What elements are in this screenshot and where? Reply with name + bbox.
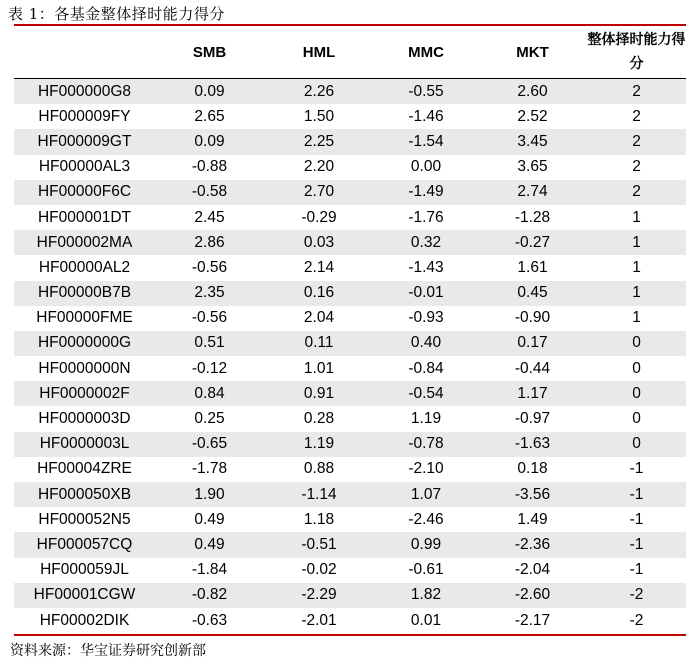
- hml-cell: -0.29: [301, 208, 337, 226]
- table-row: [14, 482, 686, 507]
- smb-cell: -0.63: [191, 611, 228, 629]
- mmc-cell: -0.61: [408, 561, 444, 579]
- mmc-cell: -0.78: [374, 432, 478, 457]
- mmc-cell: 1.19: [410, 410, 442, 428]
- table-row: [14, 205, 686, 230]
- hml-cell: 2.14: [303, 258, 335, 276]
- smb-cell: 1.90: [155, 482, 264, 507]
- table-row: [14, 432, 686, 457]
- smb-cell: -0.56: [191, 258, 228, 276]
- hml-cell: 0.28: [303, 410, 335, 428]
- hml-cell: 2.70: [264, 180, 374, 205]
- header-fund-id: [14, 26, 155, 79]
- fund-id-cell: HF000000G8: [14, 79, 155, 105]
- smb-cell: 0.49: [155, 532, 264, 557]
- smb-cell: 2.35: [155, 281, 264, 306]
- smb-cell: -0.12: [191, 359, 228, 377]
- fund-id-cell: HF000057CQ: [14, 532, 155, 557]
- hml-cell: 2.20: [303, 158, 335, 176]
- mkt-cell: -2.36: [478, 532, 587, 557]
- table-row: [14, 104, 686, 129]
- smb-cell: 2.45: [194, 208, 225, 226]
- mkt-cell: -0.90: [514, 309, 551, 327]
- score-cell: 0: [632, 359, 641, 377]
- fund-id-cell: HF00000AL2: [38, 258, 131, 276]
- score-cell: 2: [632, 107, 641, 125]
- mkt-cell: 2.52: [517, 107, 548, 125]
- score-cell: -1: [629, 561, 644, 579]
- smb-cell: -1.78: [191, 460, 228, 478]
- mmc-cell: -2.46: [408, 510, 444, 528]
- fund-id-cell: HF0000003D: [38, 410, 131, 428]
- score-cell: 1: [587, 230, 686, 255]
- smb-cell: -1.84: [191, 561, 228, 579]
- hml-cell: -0.51: [264, 532, 374, 557]
- bottom-rule: [14, 634, 686, 636]
- mmc-cell: -0.54: [374, 381, 478, 406]
- mkt-cell: 0.18: [517, 460, 548, 478]
- mmc-cell: -1.49: [374, 180, 478, 205]
- fund-id-cell: HF000009GT: [14, 129, 155, 154]
- smb-cell: 0.25: [194, 410, 225, 428]
- hml-cell: 0.16: [264, 281, 374, 306]
- table-row: [14, 532, 686, 557]
- header-hml: HML: [302, 43, 336, 61]
- hml-cell: 2.04: [303, 309, 335, 327]
- fund-id-cell: HF0000000G: [14, 331, 155, 356]
- hml-cell: 1.19: [264, 432, 374, 457]
- mmc-cell: -2.10: [408, 460, 444, 478]
- score-cell: 2: [632, 158, 641, 176]
- header-smb: SMB: [192, 43, 227, 61]
- fund-id-cell: HF000002MA: [14, 230, 155, 255]
- fund-id-cell: HF000059JL: [40, 561, 129, 579]
- mkt-cell: -1.63: [478, 432, 587, 457]
- mkt-cell: 3.45: [478, 129, 587, 154]
- mkt-cell: -0.27: [478, 230, 587, 255]
- fund-id-cell: HF00004ZRE: [37, 460, 132, 478]
- mkt-cell: -2.60: [478, 583, 587, 608]
- mkt-cell: 2.74: [478, 180, 587, 205]
- smb-cell: -0.82: [155, 583, 264, 608]
- mmc-cell: -1.43: [408, 258, 444, 276]
- mmc-cell: 0.32: [374, 230, 478, 255]
- score-cell: 1: [632, 208, 641, 226]
- mkt-cell: 2.60: [478, 79, 587, 105]
- table-row: [14, 608, 686, 633]
- mkt-cell: -1.28: [514, 208, 551, 226]
- mmc-cell: -1.76: [408, 208, 444, 226]
- fund-id-cell: HF00001CGW: [14, 583, 155, 608]
- table-row: [14, 457, 686, 482]
- header-mmc: MMC: [408, 43, 444, 61]
- smb-cell: 0.84: [155, 381, 264, 406]
- smb-cell: -0.58: [155, 180, 264, 205]
- mmc-cell: -0.55: [374, 79, 478, 105]
- mkt-cell: 3.65: [517, 158, 548, 176]
- score-cell: 0: [632, 410, 641, 428]
- score-cell: -1: [629, 510, 644, 528]
- table-row: [14, 306, 686, 331]
- table-row: [14, 381, 686, 406]
- score-cell: -2: [587, 583, 686, 608]
- fund-id-cell: HF00000AL3: [38, 158, 131, 176]
- smb-cell: 0.09: [155, 79, 264, 105]
- mmc-cell: 0.40: [374, 331, 478, 356]
- header-row: [14, 26, 686, 79]
- hml-cell: -0.02: [301, 561, 337, 579]
- header-timing-score: 整体择时能力得分: [587, 32, 686, 72]
- mkt-cell: -2.17: [514, 611, 551, 629]
- mkt-cell: -2.04: [514, 561, 551, 579]
- smb-cell: -0.65: [155, 432, 264, 457]
- fund-id-cell: HF0000003L: [14, 432, 155, 457]
- fund-id-cell: HF0000002F: [14, 381, 155, 406]
- score-cell: 1: [632, 258, 641, 276]
- mmc-cell: -0.93: [408, 309, 444, 327]
- mkt-cell: 0.45: [478, 281, 587, 306]
- hml-cell: 1.50: [303, 107, 335, 125]
- score-cell: 0: [587, 381, 686, 406]
- hml-cell: 2.26: [264, 79, 374, 105]
- table-row: [14, 155, 686, 180]
- hml-cell: -1.14: [264, 482, 374, 507]
- fund-id-cell: HF00000FME: [36, 309, 133, 327]
- score-cell: 1: [632, 309, 641, 327]
- fund-id-cell: HF000001DT: [37, 208, 132, 226]
- table-body: [14, 79, 686, 634]
- score-cell: 2: [587, 129, 686, 154]
- mkt-cell: -0.44: [514, 359, 551, 377]
- fund-id-cell: HF00002DIK: [39, 611, 130, 629]
- mkt-cell: 1.49: [517, 510, 548, 528]
- score-cell: -2: [629, 611, 644, 629]
- table-row: [14, 558, 686, 583]
- hml-cell: 0.11: [264, 331, 374, 356]
- smb-cell: 2.86: [155, 230, 264, 255]
- score-cell: -1: [629, 460, 644, 478]
- smb-cell: 0.09: [155, 129, 264, 154]
- mmc-cell: 0.01: [410, 611, 442, 629]
- smb-cell: 0.51: [155, 331, 264, 356]
- fund-id-cell: HF00000B7B: [14, 281, 155, 306]
- smb-cell: 0.49: [194, 510, 225, 528]
- table-header: [14, 26, 686, 79]
- table-row: [14, 129, 686, 154]
- mkt-cell: 0.17: [478, 331, 587, 356]
- hml-cell: 1.18: [303, 510, 335, 528]
- mkt-cell: 1.17: [478, 381, 587, 406]
- table-row: [14, 255, 686, 280]
- mmc-cell: 1.07: [374, 482, 478, 507]
- hml-cell: -2.01: [301, 611, 337, 629]
- fund-id-cell: HF000009FY: [38, 107, 131, 125]
- score-cell: 1: [587, 281, 686, 306]
- hml-cell: 0.03: [264, 230, 374, 255]
- mmc-cell: -1.54: [374, 129, 478, 154]
- table-row: [14, 79, 686, 105]
- mmc-cell: 1.82: [374, 583, 478, 608]
- score-cell: 0: [587, 432, 686, 457]
- table-caption: 表 1：各基金整体择时能力得分: [8, 5, 225, 23]
- mmc-cell: -0.01: [374, 281, 478, 306]
- mkt-cell: -3.56: [478, 482, 587, 507]
- score-cell: 0: [587, 331, 686, 356]
- header-mkt: MKT: [516, 43, 549, 61]
- table-row: [14, 230, 686, 255]
- smb-cell: 2.65: [194, 107, 225, 125]
- smb-cell: -0.56: [191, 309, 228, 327]
- table-row: [14, 281, 686, 306]
- table-row: [14, 356, 686, 381]
- fund-score-table: [14, 26, 686, 633]
- score-cell: 2: [587, 79, 686, 105]
- score-cell: -1: [587, 532, 686, 557]
- table-row: [14, 507, 686, 532]
- fund-id-cell: HF000050XB: [14, 482, 155, 507]
- mmc-cell: 0.00: [410, 158, 442, 176]
- hml-cell: 2.25: [264, 129, 374, 154]
- table-row: [14, 331, 686, 356]
- table-row: [14, 583, 686, 608]
- table-row: [14, 180, 686, 205]
- smb-cell: -0.88: [191, 158, 228, 176]
- mmc-cell: -1.46: [408, 107, 444, 125]
- mkt-cell: 1.61: [517, 258, 548, 276]
- hml-cell: 0.91: [264, 381, 374, 406]
- mmc-cell: -0.84: [408, 359, 444, 377]
- fund-id-cell: HF0000000N: [38, 359, 131, 377]
- hml-cell: 1.01: [303, 359, 335, 377]
- table-row: [14, 406, 686, 431]
- source-note: 资料来源：华宝证券研究创新部: [10, 643, 206, 659]
- fund-id-cell: HF000052N5: [38, 510, 131, 528]
- mkt-cell: -0.97: [514, 410, 551, 428]
- score-cell: -1: [587, 482, 686, 507]
- hml-cell: -2.29: [264, 583, 374, 608]
- mmc-cell: 0.99: [374, 532, 478, 557]
- hml-cell: 0.88: [303, 460, 335, 478]
- score-cell: 2: [587, 180, 686, 205]
- fund-id-cell: HF00000F6C: [14, 180, 155, 205]
